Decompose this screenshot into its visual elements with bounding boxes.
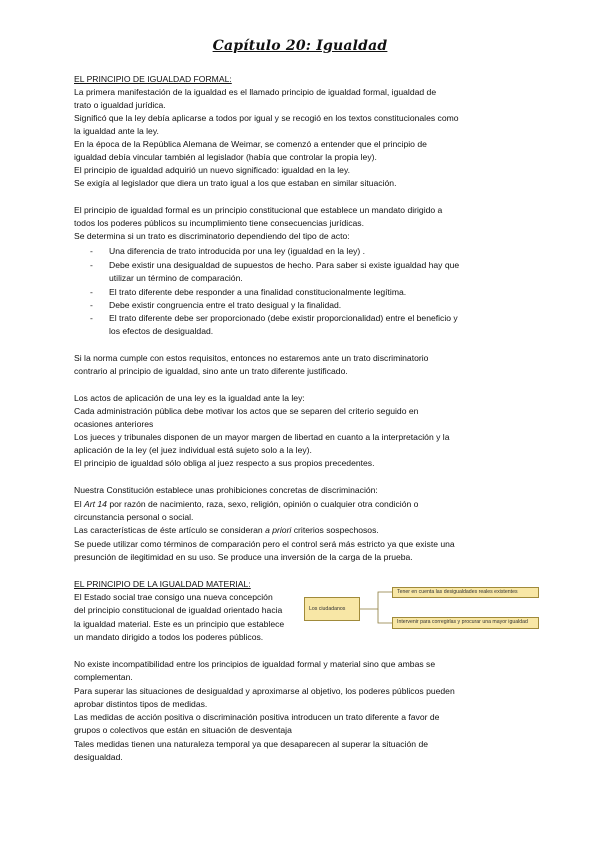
- paragraph-line: Se puede utilizar como términos de comparación pero el control será más estricto ya que existe una: [74, 539, 455, 549]
- paragraph-line: El principio de igualdad sólo obliga al juez respecto a sus propios precedentes.: [74, 458, 375, 468]
- paragraph-line: la igualdad material. Este es un principio que establece: [74, 619, 285, 629]
- diagram-root-box: Los ciudadanos: [304, 597, 360, 621]
- paragraph-line: El Estado social trae consigo una nueva concepción: [74, 592, 273, 602]
- paragraph-line: Para superar las situaciones de desigualdad y aproximarse al objetivo, los poderes públicos pueden: [74, 686, 455, 696]
- paragraph-line-apriori: [74, 525, 379, 536]
- paragraph-line: Se determina si un trato es discriminatorio dependiendo del tipo de acto:: [74, 231, 350, 241]
- text-run: El: [74, 499, 85, 509]
- bullet-text: El trato diferente debe responder a una finalidad constitucionalmente legítima.: [109, 287, 407, 297]
- paragraph-line: todos los poderes públicos su incumplimiento tiene consecuencias jurídicas.: [74, 218, 364, 228]
- paragraph-line: trato o igualdad jurídica.: [74, 100, 166, 110]
- paragraph-line: igualdad debía vincular también al legislador (había que controlar la propia ley).: [74, 152, 377, 162]
- bullet-text: los efectos de desigualdad.: [109, 326, 214, 336]
- text-run: criterios sospechosos.: [291, 525, 379, 535]
- bullet-text: Debe existir una desigualdad de supuestos de hecho. Para saber si existe igualdad hay que: [109, 260, 460, 270]
- paragraph-line: Nuestra Constitución establece unas prohibiciones concretas de discriminación:: [74, 485, 378, 495]
- paragraph-line: la igualdad ante la ley.: [74, 126, 159, 136]
- chapter-title: Capítulo 20: Igualdad: [212, 38, 388, 54]
- bullet-text: utilizar un término de comparación.: [109, 273, 243, 283]
- concept-diagram: [300, 585, 540, 633]
- paragraph-line: del principio constitucional de igualdad orientado hacia: [74, 605, 283, 615]
- bullet-dash: -: [90, 287, 93, 297]
- paragraph-line: En la época de la República Alemana de Weimar, se comenzó a entender que el principio de: [74, 139, 427, 149]
- paragraph-line: Se exigía al legislador que diera un trato igual a los que estaban en similar situación.: [74, 178, 397, 188]
- paragraph-line-art14: [74, 499, 418, 510]
- paragraph-line: No existe incompatibilidad entre los principios de igualdad formal y material sino que ambas se: [74, 659, 436, 669]
- paragraph-line: aplicación de la ley (el juez individual está sujeto solo a la ley).: [74, 445, 312, 455]
- paragraph-line: grupos o colectivos que están en situación de desventaja: [74, 725, 292, 735]
- text-run: por razón de nacimiento, raza, sexo, religión, opinión o cualquier otra condición o: [106, 499, 419, 509]
- paragraph-line: complementan.: [74, 672, 133, 682]
- paragraph-line: El principio de igualdad adquirió un nuevo significado: igualdad en la ley.: [74, 165, 350, 175]
- bullet-text: Una diferencia de trato introducida por una ley (igualdad en la ley) .: [109, 246, 366, 256]
- paragraph-line: Significó que la ley debía aplicarse a todos por igual y se recogió en los textos constitucionales como: [74, 113, 459, 123]
- section-heading-material: EL PRINCIPIO DE LA IGUALDAD MATERIAL:: [74, 579, 251, 589]
- bullet-text: El trato diferente debe ser proporcionado (debe existir proporcionalidad) entre el beneficio y: [109, 313, 458, 323]
- paragraph-line: Cada administración pública debe motivar los actos que se separen del criterio seguido en: [74, 406, 419, 416]
- paragraph-line: Si la norma cumple con estos requisitos, entonces no estaremos ante un trato discriminatorio: [74, 353, 429, 363]
- paragraph-line: ocasiones anteriores: [74, 419, 154, 429]
- latin-term: a priori: [265, 525, 292, 535]
- paragraph-line: desigualdad.: [74, 752, 123, 762]
- paragraph-line: aprobar distintos tipos de medidas.: [74, 699, 208, 709]
- bullet-text: Debe existir congruencia entre el trato desigual y la finalidad.: [109, 300, 342, 310]
- diagram-branch-bottom: Intervenir para corregirlas y procurar una mayor igualdad: [392, 617, 539, 629]
- paragraph-line: Los jueces y tribunales disponen de un mayor margen de libertad en cuanto a la interpretación y la: [74, 432, 450, 442]
- paragraph-line: circunstancia personal o social.: [74, 512, 194, 522]
- paragraph-line: Las medidas de acción positiva o discriminación positiva introducen un trato diferente a favor de: [74, 712, 440, 722]
- paragraph-line: contrario al principio de igualdad, sino ante un trato diferente justificado.: [74, 366, 348, 376]
- text-run: Las características de éste artículo se consideran: [74, 525, 266, 535]
- bullet-dash: -: [90, 313, 93, 323]
- paragraph-line: Tales medidas tienen una naturaleza temporal ya que desaparecen al superar la situación de: [74, 739, 429, 749]
- paragraph-line: El principio de igualdad formal es un principio constitucional que establece un mandato dirigido a: [74, 205, 443, 215]
- paragraph-line: presunción de ilegitimidad en su uso. Se produce una inversión de la carga de la prueba.: [74, 552, 413, 562]
- paragraph-line: La primera manifestación de la igualdad es el llamado principio de igualdad formal, igualdad de: [74, 87, 437, 97]
- paragraph-line: un mandato dirigido a todos los poderes públicos.: [74, 632, 264, 642]
- bullet-dash: -: [90, 300, 93, 310]
- bullet-dash: -: [90, 246, 93, 256]
- article-reference: Art 14: [84, 499, 107, 509]
- paragraph-line: Los actos de aplicación de una ley es la igualdad ante la ley:: [74, 393, 305, 403]
- bullet-dash: -: [90, 260, 93, 270]
- section-heading-formal: EL PRINCIPIO DE IGUALDAD FORMAL:: [74, 74, 232, 84]
- diagram-branch-top: Tener en cuenta las desigualdades reales existentes: [392, 587, 539, 598]
